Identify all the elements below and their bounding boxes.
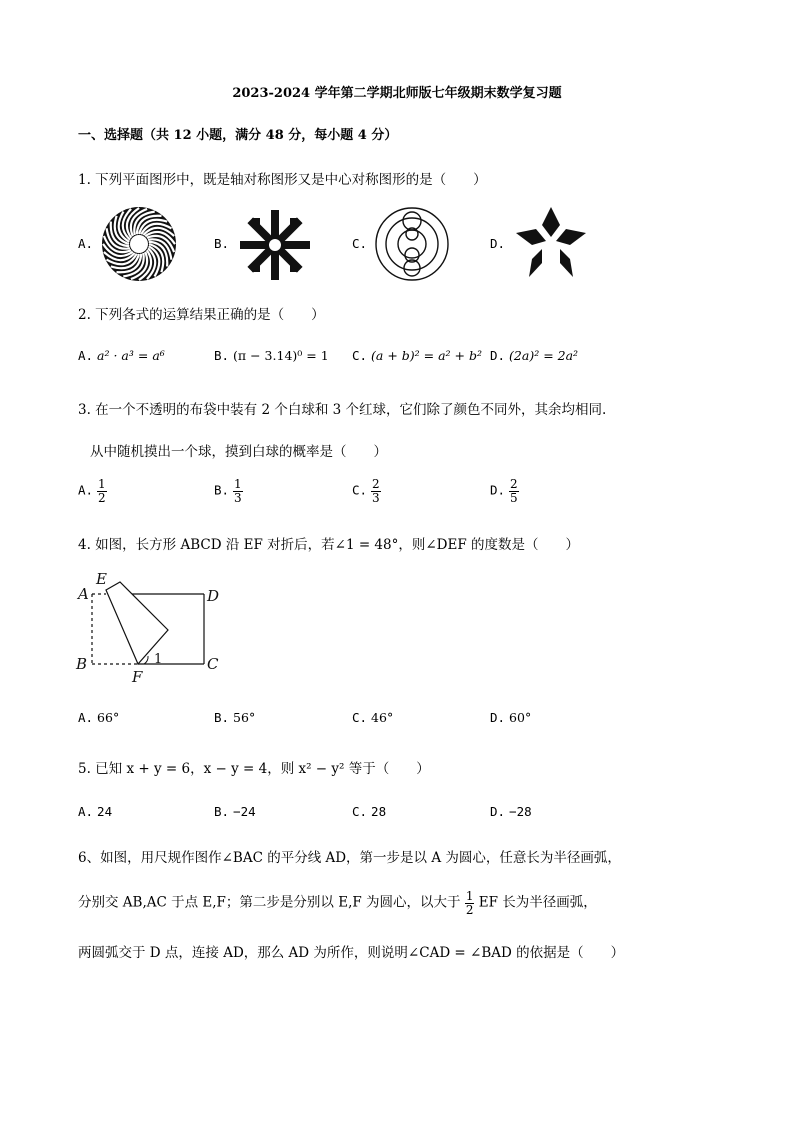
numerator: 2 <box>372 477 380 491</box>
question-4-stem: 4. 如图，长方形 ABCD 沿 EF 对折后，若∠1 = 48°，则∠DEF 的度数是（ ） <box>78 537 580 553</box>
point-e-label: E <box>96 570 107 588</box>
question-2-stem: 2. 下列各式的运算结果正确的是（ ） <box>78 307 325 323</box>
q1-option-a-label[interactable]: A. <box>78 236 94 251</box>
q1-option-c-label[interactable]: C. <box>352 236 368 251</box>
option-text: 60° <box>509 710 532 725</box>
line2-part-a: 分别交 AB,AC 于点 E,F；第二步是分别以 E,F 为圆心，以大于 <box>78 894 461 911</box>
option-label: A. <box>78 348 94 363</box>
option-text: a² · a³ = a⁶ <box>97 348 165 363</box>
line2-part-b: EF 长为半径画弧， <box>478 894 597 911</box>
option-label: C. <box>352 482 368 498</box>
option-label: A. <box>78 482 94 498</box>
question-6-line2 <box>78 890 597 916</box>
option-label: A. <box>78 710 94 725</box>
option-label: D. <box>490 710 506 725</box>
q1-option-b-label[interactable]: B. <box>214 236 230 251</box>
option-label: B. <box>214 482 230 498</box>
numerator: 1 <box>465 889 474 903</box>
point-c-label: C <box>207 655 219 673</box>
q5-option-c[interactable] <box>352 804 386 819</box>
fraction-one-half <box>465 890 475 916</box>
option-label: B. <box>214 348 230 363</box>
option-text: 46° <box>371 710 394 725</box>
q4-folded-rectangle-figure <box>70 570 240 685</box>
q1-option-d-figure <box>512 205 590 283</box>
denominator: 2 <box>98 490 106 505</box>
q1-option-d-label[interactable]: D. <box>490 236 506 251</box>
fraction <box>371 478 381 504</box>
question-3-stem-line2: 从中随机摸出一个球，摸到白球的概率是（ ） <box>90 444 387 460</box>
option-label: B. <box>214 710 230 725</box>
option-label: D. <box>490 348 506 363</box>
section-heading: 一、选择题（共 12 小题，满分 48 分，每小题 4 分） <box>78 128 398 143</box>
point-a-label: A <box>78 585 89 603</box>
denominator: 5 <box>510 490 518 505</box>
page-title: 2023-2024 学年第二学期北师版七年级期末数学复习题 <box>232 86 562 101</box>
q1-option-b-figure <box>238 208 312 282</box>
fraction <box>509 478 519 504</box>
denominator: 3 <box>372 490 380 505</box>
q4-option-a[interactable] <box>78 710 119 725</box>
option-text: 56° <box>233 710 256 725</box>
q1-option-a-figure <box>100 205 178 283</box>
option-text: (a + b)² = a² + b² <box>371 348 483 363</box>
question-3-stem-line1: 3. 在一个不透明的布袋中装有 2 个白球和 3 个红球，它们除了颜色不同外，其余均相同. <box>78 402 607 418</box>
q5-option-a[interactable] <box>78 804 112 819</box>
question-5-stem: 5. 已知 x + y = 6，x − y = 4，则 x² − y² 等于（ ） <box>78 761 430 777</box>
option-text: 24 <box>97 804 113 819</box>
option-text: −24 <box>233 804 256 819</box>
option-label: C. <box>352 710 368 725</box>
q4-option-c[interactable] <box>352 710 393 725</box>
option-text: −28 <box>509 804 532 819</box>
option-label: D. <box>490 804 506 819</box>
option-text: (π − 3.14)⁰ = 1 <box>233 348 329 363</box>
q3-option-a[interactable] <box>78 478 107 504</box>
q3-option-d[interactable] <box>490 478 519 504</box>
numerator: 1 <box>98 477 106 491</box>
point-b-label: B <box>76 655 88 673</box>
fraction <box>97 478 107 504</box>
option-label: C. <box>352 804 368 819</box>
denominator: 2 <box>465 902 474 917</box>
q1-option-c-figure <box>374 204 450 284</box>
option-text: 28 <box>371 804 387 819</box>
q5-option-d[interactable] <box>490 804 532 819</box>
option-label: C. <box>352 348 368 363</box>
q2-option-b[interactable] <box>214 348 329 363</box>
option-text: 66° <box>97 710 120 725</box>
question-6-line3: 两圆弧交于 D 点，连接 AD，那么 AD 为所作，则说明∠CAD = ∠BAD 的依据是（ ） <box>78 945 625 961</box>
angle-1-label: 1 <box>154 652 163 667</box>
q2-option-d[interactable] <box>490 348 578 363</box>
q4-option-d[interactable] <box>490 710 531 725</box>
question-6-line1: 6、如图，用尺规作图作∠BAC 的平分线 AD，第一步是以 A 为圆心，任意长为半径画弧， <box>78 850 621 866</box>
numerator: 2 <box>510 477 518 491</box>
question-1-stem: 1. 下列平面图形中，既是轴对称图形又是中心对称图形的是（ ） <box>78 172 487 188</box>
q2-option-a[interactable] <box>78 348 165 363</box>
point-d-label: D <box>207 587 220 605</box>
option-label: B. <box>214 804 230 819</box>
option-label: D. <box>490 482 506 498</box>
q2-option-c[interactable] <box>352 348 482 363</box>
fraction <box>233 478 243 504</box>
q3-option-b[interactable] <box>214 478 243 504</box>
option-label: A. <box>78 804 94 819</box>
q5-option-b[interactable] <box>214 804 256 819</box>
q3-option-c[interactable] <box>352 478 381 504</box>
q4-option-b[interactable] <box>214 710 255 725</box>
numerator: 1 <box>234 477 242 491</box>
option-text: (2a)² = 2a² <box>509 348 579 363</box>
denominator: 3 <box>234 490 242 505</box>
point-f-label: F <box>132 668 143 685</box>
